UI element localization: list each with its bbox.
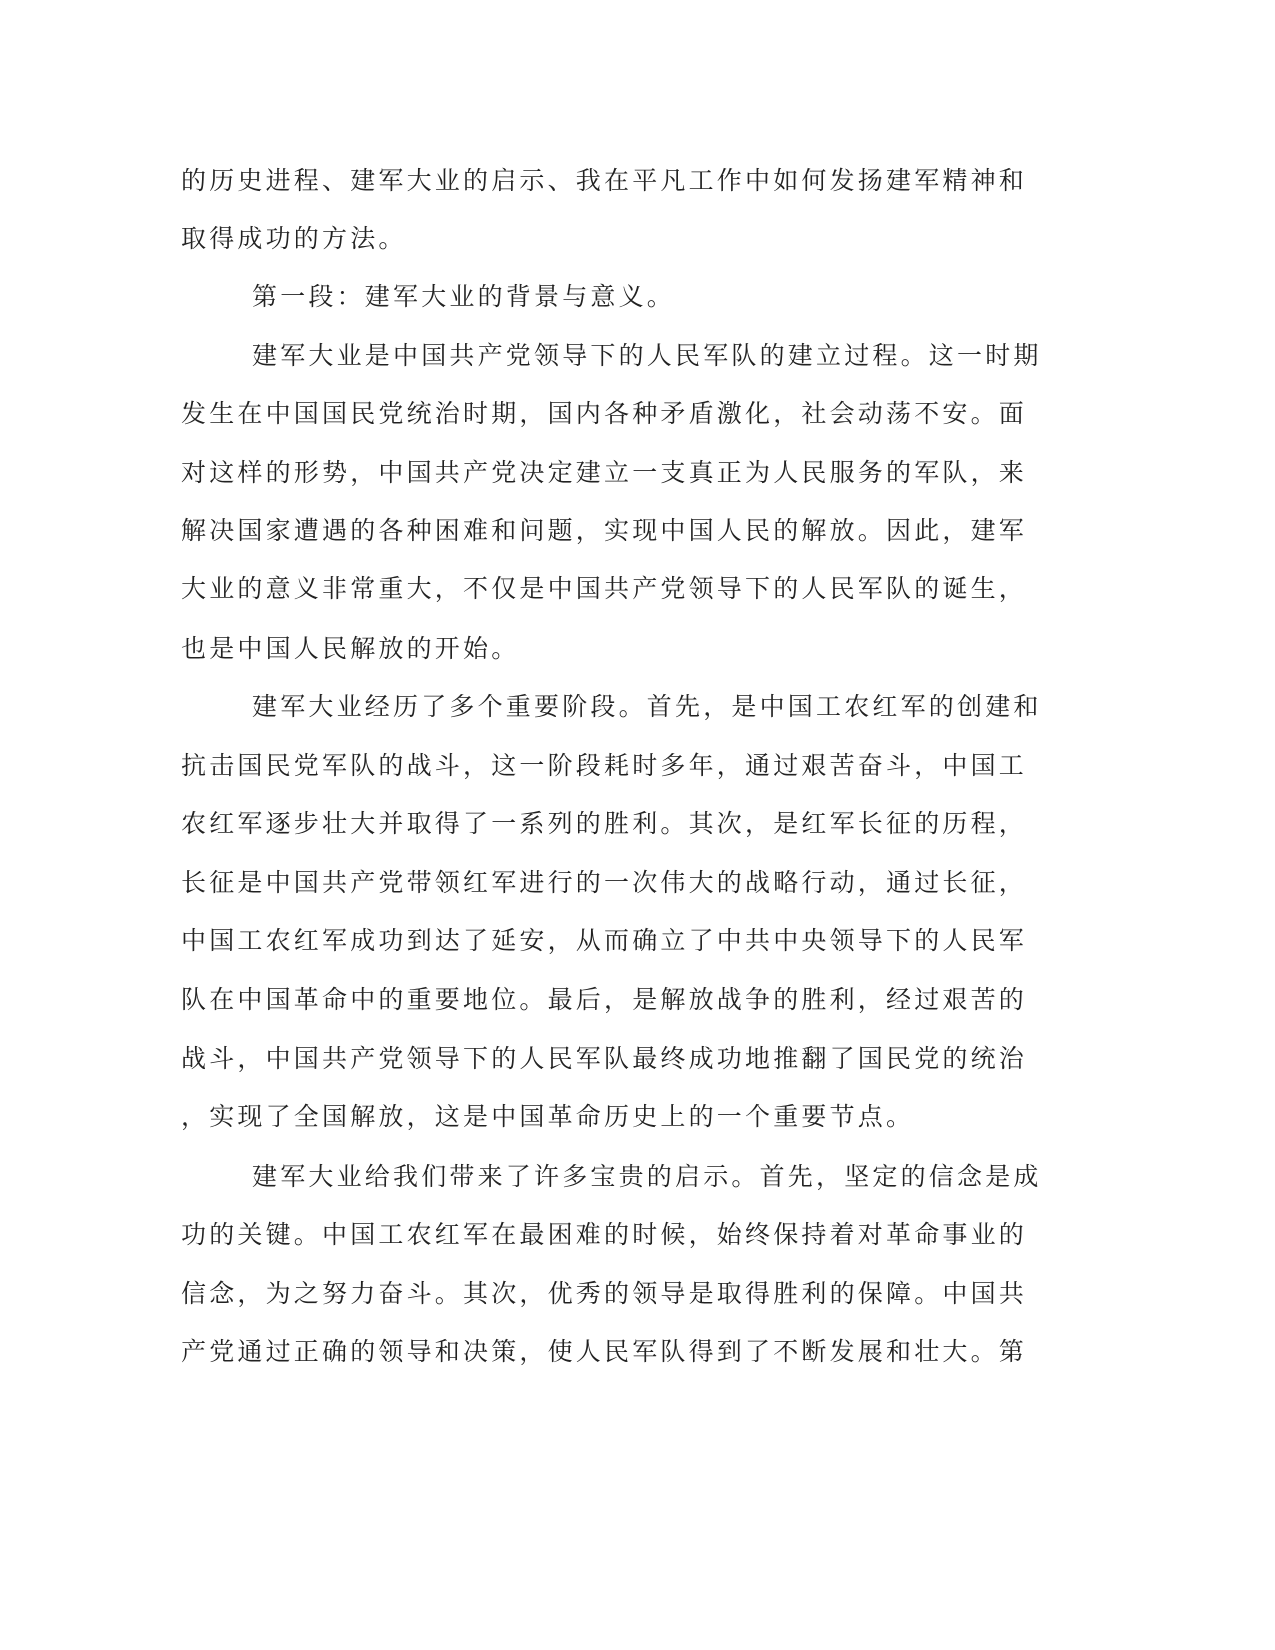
text-line: 的历史进程、建军大业的启示、我在平凡工作中如何发扬建军精神和: [181, 166, 1028, 195]
text-line: 抗击国民党军队的战斗，这一阶段耗时多年，通过艰苦奋斗，中国工: [181, 751, 1028, 780]
text-line: 产党通过正确的领导和决策，使人民军队得到了不断发展和壮大。第: [181, 1337, 1028, 1366]
text-line: 也是中国人民解放的开始。: [181, 634, 520, 663]
text-line: 大业的意义非常重大，不仅是中国共产党领导下的人民军队的诞生，: [181, 574, 1028, 603]
text-line: 信念，为之努力奋斗。其次，优秀的领导是取得胜利的保障。中国共: [181, 1279, 1028, 1308]
text-line: 农红军逐步壮大并取得了一系列的胜利。其次，是红军长征的历程，: [181, 809, 1028, 838]
section-heading: 第一段：建军大业的背景与意义。: [252, 282, 676, 311]
text-line: 取得成功的方法。: [181, 224, 407, 253]
text-line: 对这样的形势，中国共产党决定建立一支真正为人民服务的军队，来: [181, 458, 1028, 487]
text-line: 建军大业是中国共产党领导下的人民军队的建立过程。这一时期: [252, 341, 1042, 370]
text-line: 队在中国革命中的重要地位。最后，是解放战争的胜利，经过艰苦的: [181, 985, 1028, 1014]
text-line: 中国工农红军成功到达了延安，从而确立了中共中央领导下的人民军: [181, 926, 1028, 955]
text-line: 战斗，中国共产党领导下的人民军队最终成功地推翻了国民党的统治: [181, 1044, 1028, 1073]
text-line: 建军大业给我们带来了许多宝贵的启示。首先，坚定的信念是成: [252, 1162, 1042, 1191]
text-line: 发生在中国国民党统治时期，国内各种矛盾激化，社会动荡不安。面: [181, 399, 1028, 428]
text-line: 长征是中国共产党带领红军进行的一次伟大的战略行动，通过长征，: [181, 868, 1028, 897]
text-line: ，实现了全国解放，这是中国革命历史上的一个重要节点。: [181, 1102, 915, 1131]
text-line: 建军大业经历了多个重要阶段。首先，是中国工农红军的创建和: [252, 692, 1042, 721]
text-line: 解决国家遭遇的各种困难和问题，实现中国人民的解放。因此，建军: [181, 516, 1028, 545]
text-line: 功的关键。中国工农红军在最困难的时候，始终保持着对革命事业的: [181, 1220, 1028, 1249]
